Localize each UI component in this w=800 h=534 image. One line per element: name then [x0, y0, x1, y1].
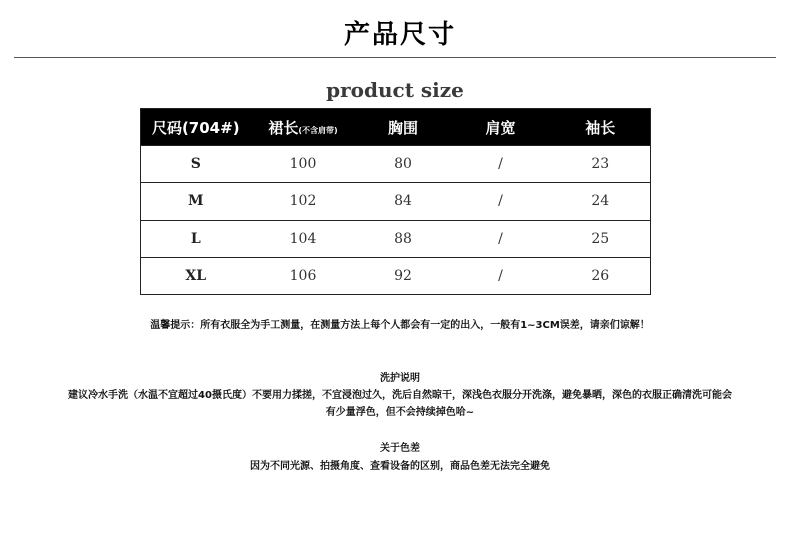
header-size: 尺码(704#)	[141, 109, 251, 146]
table-header-row	[141, 109, 651, 146]
cell-length: 104	[251, 220, 356, 257]
cell-shoulder: /	[451, 257, 551, 294]
cell-size: M	[141, 183, 251, 220]
cell-bust: 84	[356, 183, 451, 220]
care-text-line2: 有少量浮色，但不会持续掉色哈~	[325, 407, 475, 418]
header-bust: 胸围	[356, 109, 451, 146]
care-text-line1: 建议冷水手洗（水温不宜超过40摄氏度）不要用力揉搓，不宜浸泡过久，洗后自然晾干，深浅色衣服分开洗涤，避免暴晒，深色的衣服正确清洗可能会	[68, 390, 732, 401]
header-length-label: 裙长	[268, 118, 299, 137]
header-shoulder: 肩宽	[451, 109, 551, 146]
cell-length: 100	[251, 146, 356, 183]
cell-length: 102	[251, 183, 356, 220]
header-length-note: (不含肩带)	[298, 125, 338, 135]
cell-length: 106	[251, 257, 356, 294]
table-row	[141, 146, 651, 183]
measurement-tip: 温馨提示：所有衣服全为手工测量，在测量方法上每个人都会有一定的出入，一般有1~3CM误差，请亲们谅解！	[150, 320, 650, 331]
cell-sleeve: 26	[551, 257, 651, 294]
cell-size: XL	[141, 257, 251, 294]
care-heading: 洗护说明	[380, 373, 420, 384]
page-title: 产品尺寸	[343, 20, 456, 50]
subtitle: product size	[326, 78, 464, 102]
cell-sleeve: 24	[551, 183, 651, 220]
table-row	[141, 257, 651, 294]
color-heading: 关于色差	[380, 443, 420, 454]
cell-bust: 88	[356, 220, 451, 257]
divider	[14, 57, 776, 58]
cell-sleeve: 25	[551, 220, 651, 257]
cell-shoulder: /	[451, 183, 551, 220]
cell-bust: 92	[356, 257, 451, 294]
cell-shoulder: /	[451, 146, 551, 183]
cell-sleeve: 23	[551, 146, 651, 183]
cell-bust: 80	[356, 146, 451, 183]
header-sleeve: 袖长	[551, 109, 651, 146]
cell-size: S	[141, 146, 251, 183]
cell-shoulder: /	[451, 220, 551, 257]
header-length	[251, 109, 356, 146]
table-row	[141, 183, 651, 220]
size-table	[140, 108, 651, 295]
table-row	[141, 220, 651, 257]
cell-size: L	[141, 220, 251, 257]
color-text: 因为不同光源、拍摄角度、查看设备的区别，商品色差无法完全避免	[250, 461, 550, 472]
